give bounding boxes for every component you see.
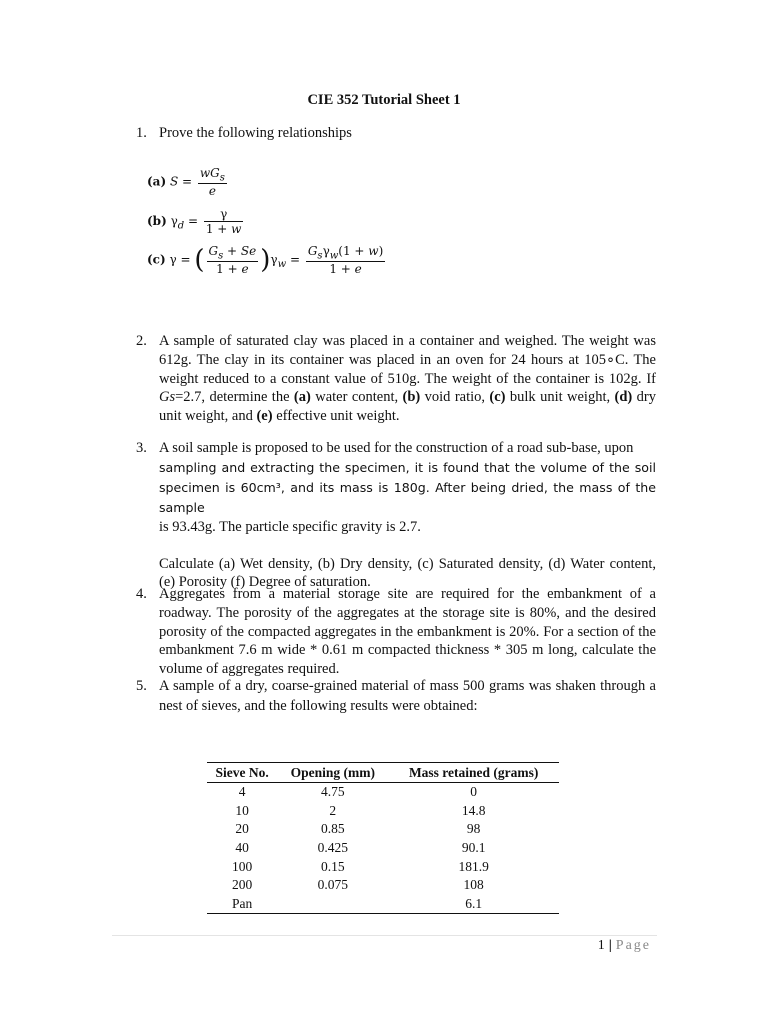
table-row [207, 857, 559, 876]
question-5 [136, 676, 656, 716]
column-header: Sieve No. [207, 763, 277, 783]
table-header-row [207, 763, 559, 783]
question-text-line: A soil sample is proposed to be used for the construction of a road sub-base, upon [159, 440, 634, 456]
question-calculate: Calculate (a) Wet density, (b) Dry density, (c) Saturated density, (d) Water content, (e) Porosity (f) Degree of saturation. [159, 555, 656, 591]
equation-c: (c) γ = ( $\frac{G_s + Se}{1 + e}$ )$\gamma_w$ = $\frac{G_s\gamma_w(1 + w)}{1 + e}$ [147, 244, 384, 277]
column-header: Opening (mm) [277, 763, 388, 783]
question-number: 4. [136, 586, 147, 602]
page-footer [598, 938, 651, 954]
question-number: 1. [136, 125, 147, 141]
column-header: Mass retained (grams) [388, 763, 559, 783]
table-cell: 4.75 [320, 784, 345, 800]
equation-label: (b) [147, 214, 167, 228]
table-cell: 0.075 [317, 877, 348, 893]
question-number: 2. [136, 333, 147, 349]
question-text: A sample of saturated clay was placed in a container and weighed. The weight was 612g. The clay in its container was placed in an oven for 24 hours at 105∘C. The weight reduced to a constant value of 510g. The weight of the container is 102g. If Gs=2.7, determine the (a) water content, (b) void ratio, (c) bulk unit weight, (d) dry unit weight, and (e) effective unit weight. [159, 333, 656, 425]
question-2 [136, 332, 656, 426]
table-row [207, 895, 559, 914]
table-row [207, 783, 559, 802]
table-cell: 100 [231, 858, 253, 874]
table-cell: 98 [466, 821, 481, 837]
question-text: Prove the following relationships [159, 125, 352, 141]
table-cell: 10 [235, 802, 249, 818]
table-cell: 108 [463, 877, 484, 893]
question-text: Aggregates from a material storage site are required for the embankment of a roadway. The porosity of the aggregates at the storage site is 80%, and the desired porosity of the compacted aggregates in the embankment is 20%. For a section of the embankment 7.6 m wide * 0.61 m compacted thickness * 305 m long, calculate the volume of aggregates required. [159, 586, 656, 678]
table-cell: 4 [238, 784, 246, 800]
table-cell: Pan [207, 895, 277, 914]
table-row [207, 820, 559, 839]
question-text: A sample of a dry, coarse-grained material of mass 500 grams was shaken through a nest of sieves, and the following results were obtained: [159, 678, 656, 714]
question-text-line: is 93.43g. The particle specific gravity is 2.7. [159, 518, 421, 535]
page-label: Page [615, 938, 651, 953]
table-cell [277, 895, 388, 914]
page-number: 1 [597, 938, 605, 953]
equation-label: (c) [147, 252, 166, 267]
footer-divider [112, 935, 657, 936]
table-row [207, 876, 559, 895]
question-number: 3. [136, 440, 147, 456]
table-cell: 0.15 [320, 858, 345, 874]
table-cell: 0.85 [320, 821, 345, 837]
question-number: 5. [136, 678, 147, 694]
table-cell: 2 [329, 802, 337, 818]
table-cell: 200 [231, 877, 253, 893]
table-cell: 0 [470, 784, 478, 800]
equation-label: (a) [147, 174, 167, 189]
question-text-sans: sampling and extracting the specimen, it is found that the volume of the soil specimen is 60cm³, and its mass is 180g. After being dried, the mass of the sample [159, 459, 656, 515]
footer-separator: | [608, 938, 612, 953]
table-cell: 90.1 [461, 840, 486, 856]
table-cell: 181.9 [458, 858, 489, 874]
question-1 [136, 124, 656, 143]
question-3 [136, 439, 656, 592]
equation-b: (b) $\gamma_d$ = $\frac{\gamma}{1 + w}$ [147, 207, 242, 236]
table-cell: 6.1 [388, 895, 559, 914]
question-4 [136, 585, 656, 679]
table-row [207, 839, 559, 858]
question-text [159, 439, 656, 592]
document-title: CIE 352 Tutorial Sheet 1 [307, 92, 461, 108]
table-cell: 40 [235, 840, 249, 856]
table-cell: 14.8 [461, 802, 486, 818]
equation-a: (a) S = $\frac{wG_s}{e}$ [147, 166, 225, 199]
table-cell: 20 [235, 821, 249, 837]
table-cell: 0.425 [317, 840, 348, 856]
sieve-table [207, 762, 559, 914]
table-row [207, 802, 559, 821]
